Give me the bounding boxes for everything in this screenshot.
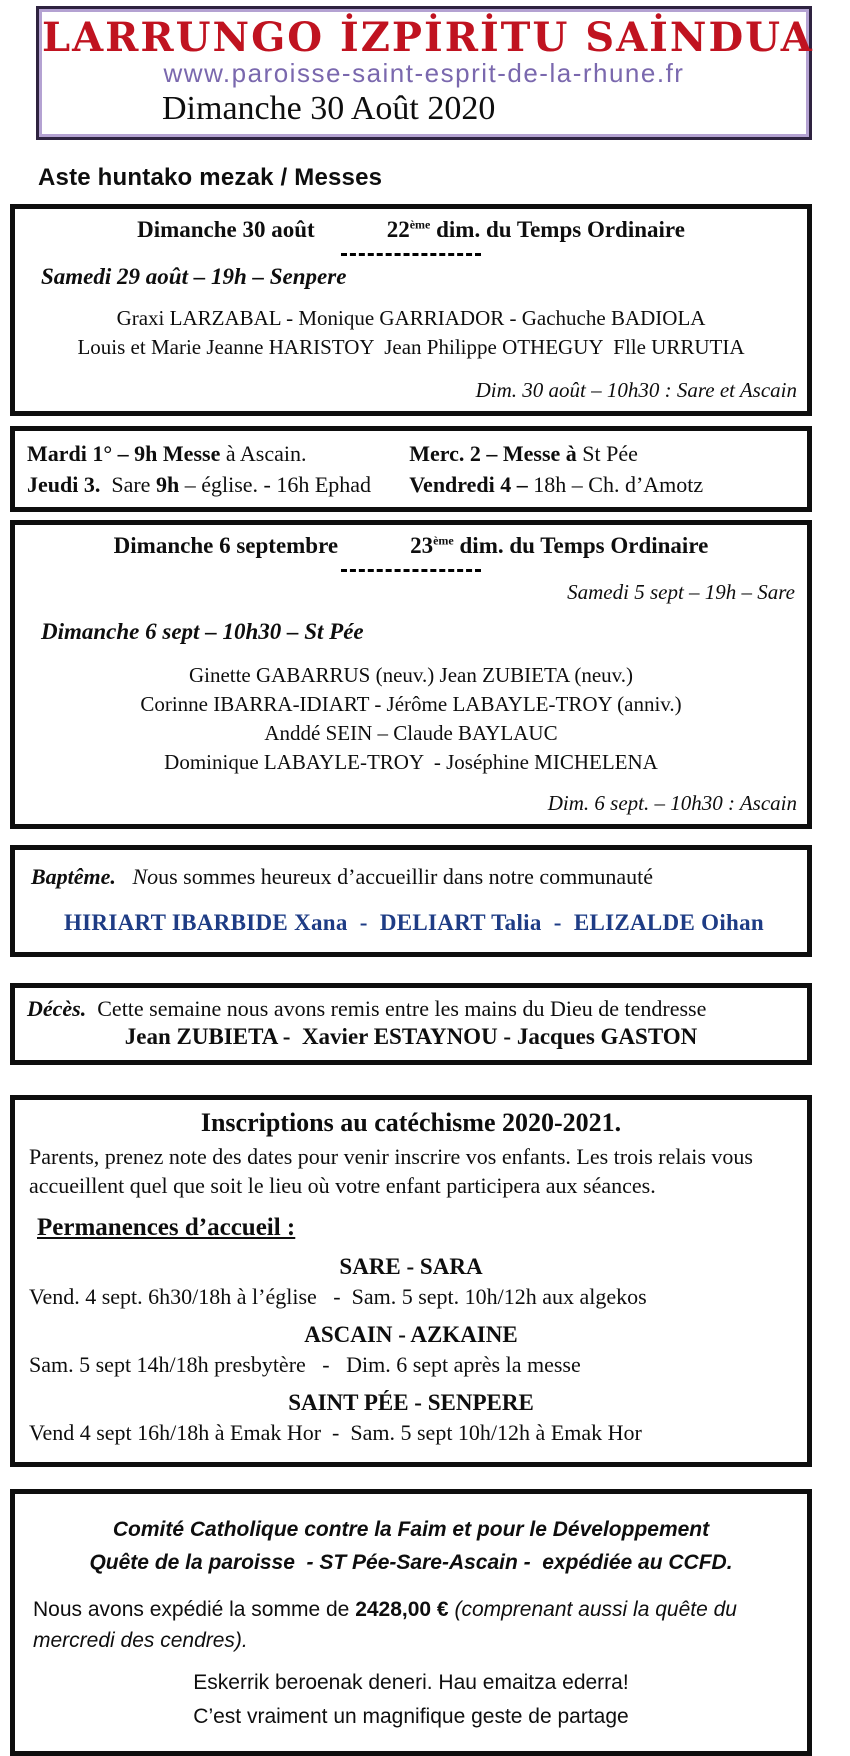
week1-ordinary-time: 22ème dim. du Temps Ordinaire xyxy=(386,216,685,242)
week1-intentions-line2: Louis et Marie Jeanne HARISTOY Jean Philippe OTHEGUY Flle URRUTIA xyxy=(77,334,745,359)
parish-banner-inner xyxy=(39,9,814,137)
deaths-names: Jean ZUBIETA - Xavier ESTAYNOU - Jacques GASTON xyxy=(124,1024,698,1050)
baptism-intro: Baptême. Nous sommes heureux d’accueillir dans notre communauté xyxy=(31,864,653,890)
week1-header xyxy=(15,209,807,243)
week2-header xyxy=(15,525,807,559)
parish-title: LARRUNGO İZPİRİTU SAİNDUA xyxy=(42,14,814,61)
dashed-separator xyxy=(341,253,481,256)
ccfd-title-line1: Comité Catholique contre la Faim et pour le Développement xyxy=(112,1518,710,1542)
parish-banner xyxy=(36,6,812,140)
deaths-label: Décès. xyxy=(27,996,87,1022)
ccfd-thanks xyxy=(33,1666,789,1733)
relay-sare-name: SARE - SARA xyxy=(339,1254,483,1280)
week1-intentions-line1: Graxi LARZABAL - Monique GARRIADOR - Gachuche BADIOLA xyxy=(116,305,706,330)
catechism-box xyxy=(10,1095,812,1467)
week2-intentions-line4: Dominique LABAYLE-TROY - Joséphine MICHELENA xyxy=(164,750,658,775)
week2-date: Dimanche 6 septembre xyxy=(113,533,339,559)
weekday-masses-box xyxy=(10,426,812,512)
reception-hours-heading: Permanences d’accueil : xyxy=(37,1214,296,1242)
relay-sare-times: Vend. 4 sept. 6h30/18h à l’église - Sam. 5 sept. 10h/12h aux algekos xyxy=(29,1284,647,1310)
week2-masses-box xyxy=(10,520,812,829)
tuesday-mass: Mardi 1° – 9h Messe à Ascain. xyxy=(27,440,307,466)
ccfd-title-line2: Quête de la paroisse - ST Pée-Sare-Ascain - expédiée au CCFD. xyxy=(89,1550,733,1574)
week2-intentions-line3: Anddé SEIN – Claude BAYLAUC xyxy=(264,721,558,746)
ccfd-amount-sentence: Nous avons expédié la somme de 2428,00 € (comprenant aussi la quête du mercredi des cendres). xyxy=(33,1598,737,1652)
friday-mass: Vendredi 4 – 18h – Ch. d’Amotz xyxy=(409,472,704,498)
catechism-title: Inscriptions au catéchisme 2020-2021. xyxy=(200,1108,622,1138)
week2-intentions-line1: Ginette GABARRUS (neuv.) Jean ZUBIETA (neuv.) xyxy=(188,663,634,688)
deaths-box xyxy=(10,983,812,1065)
baptism-box xyxy=(10,845,812,957)
masses-section-heading: Aste huntako mezak / Messes xyxy=(38,163,383,191)
relay-saintpee-times: Vend 4 sept 16h/18h à Emak Hor - Sam. 5 sept 10h/12h à Emak Hor xyxy=(29,1420,642,1446)
baptism-label: Baptême. xyxy=(31,864,116,890)
relay-ascain-times: Sam. 5 sept 14h/18h presbytère - Dim. 6 sept après la messe xyxy=(29,1352,581,1378)
week2-sunday-mass: Dimanche 6 sept – 10h30 – St Pée xyxy=(41,619,364,645)
catechism-intro: Parents, prenez note des dates pour venir inscrire vos enfants. Les trois relais vous accueillent quel que soit le lieu où votre enfant participera aux séances. xyxy=(29,1144,753,1199)
week2-intentions-line2: Corinne IBARRA-IDIART - Jérôme LABAYLE-TROY (anniv.) xyxy=(140,692,682,717)
ccfd-thanks-french: C’est vraiment un magnifique geste de partage xyxy=(193,1704,629,1728)
week2-sunday-note: Dim. 6 sept. – 10h30 : Ascain xyxy=(547,791,797,816)
ccfd-amount: 2428,00 € xyxy=(355,1598,455,1622)
week1-date: Dimanche 30 août xyxy=(137,216,315,242)
thursday-mass: Jeudi 3. Sare 9h – église. - 16h Ephad xyxy=(27,472,372,498)
ccfd-thanks-basque: Eskerrik beroenak deneri. Hau emaitza ederra! xyxy=(193,1671,629,1695)
relay-ascain-name: ASCAIN - AZKAINE xyxy=(304,1322,518,1348)
deaths-intro: Décès. Cette semaine nous avons remis entre les mains du Dieu de tendresse xyxy=(27,996,707,1022)
wednesday-mass: Merc. 2 – Messe à St Pée xyxy=(409,440,638,466)
parish-website-url: www.paroisse-saint-esprit-de-la-rhune.fr xyxy=(163,58,685,88)
relay-saintpee-name: SAINT PÉE - SENPERE xyxy=(288,1390,534,1416)
week1-saturday-mass: Samedi 29 août – 19h – Senpere xyxy=(41,263,347,289)
week2-ordinary-time: 23ème dim. du Temps Ordinaire xyxy=(410,533,709,559)
week1-masses-box xyxy=(10,204,812,416)
ccfd-collection-box xyxy=(10,1489,812,1756)
week1-sunday-note: Dim. 30 août – 10h30 : Sare et Ascain xyxy=(475,377,797,402)
baptism-names: HIRIART IBARBIDE Xana - DELIART Talia - ELIZALDE Oihan xyxy=(63,910,765,936)
week2-saturday-note: Samedi 5 sept – 19h – Sare xyxy=(567,580,795,605)
bulletin-date: Dimanche 30 Août 2020 xyxy=(162,89,496,127)
